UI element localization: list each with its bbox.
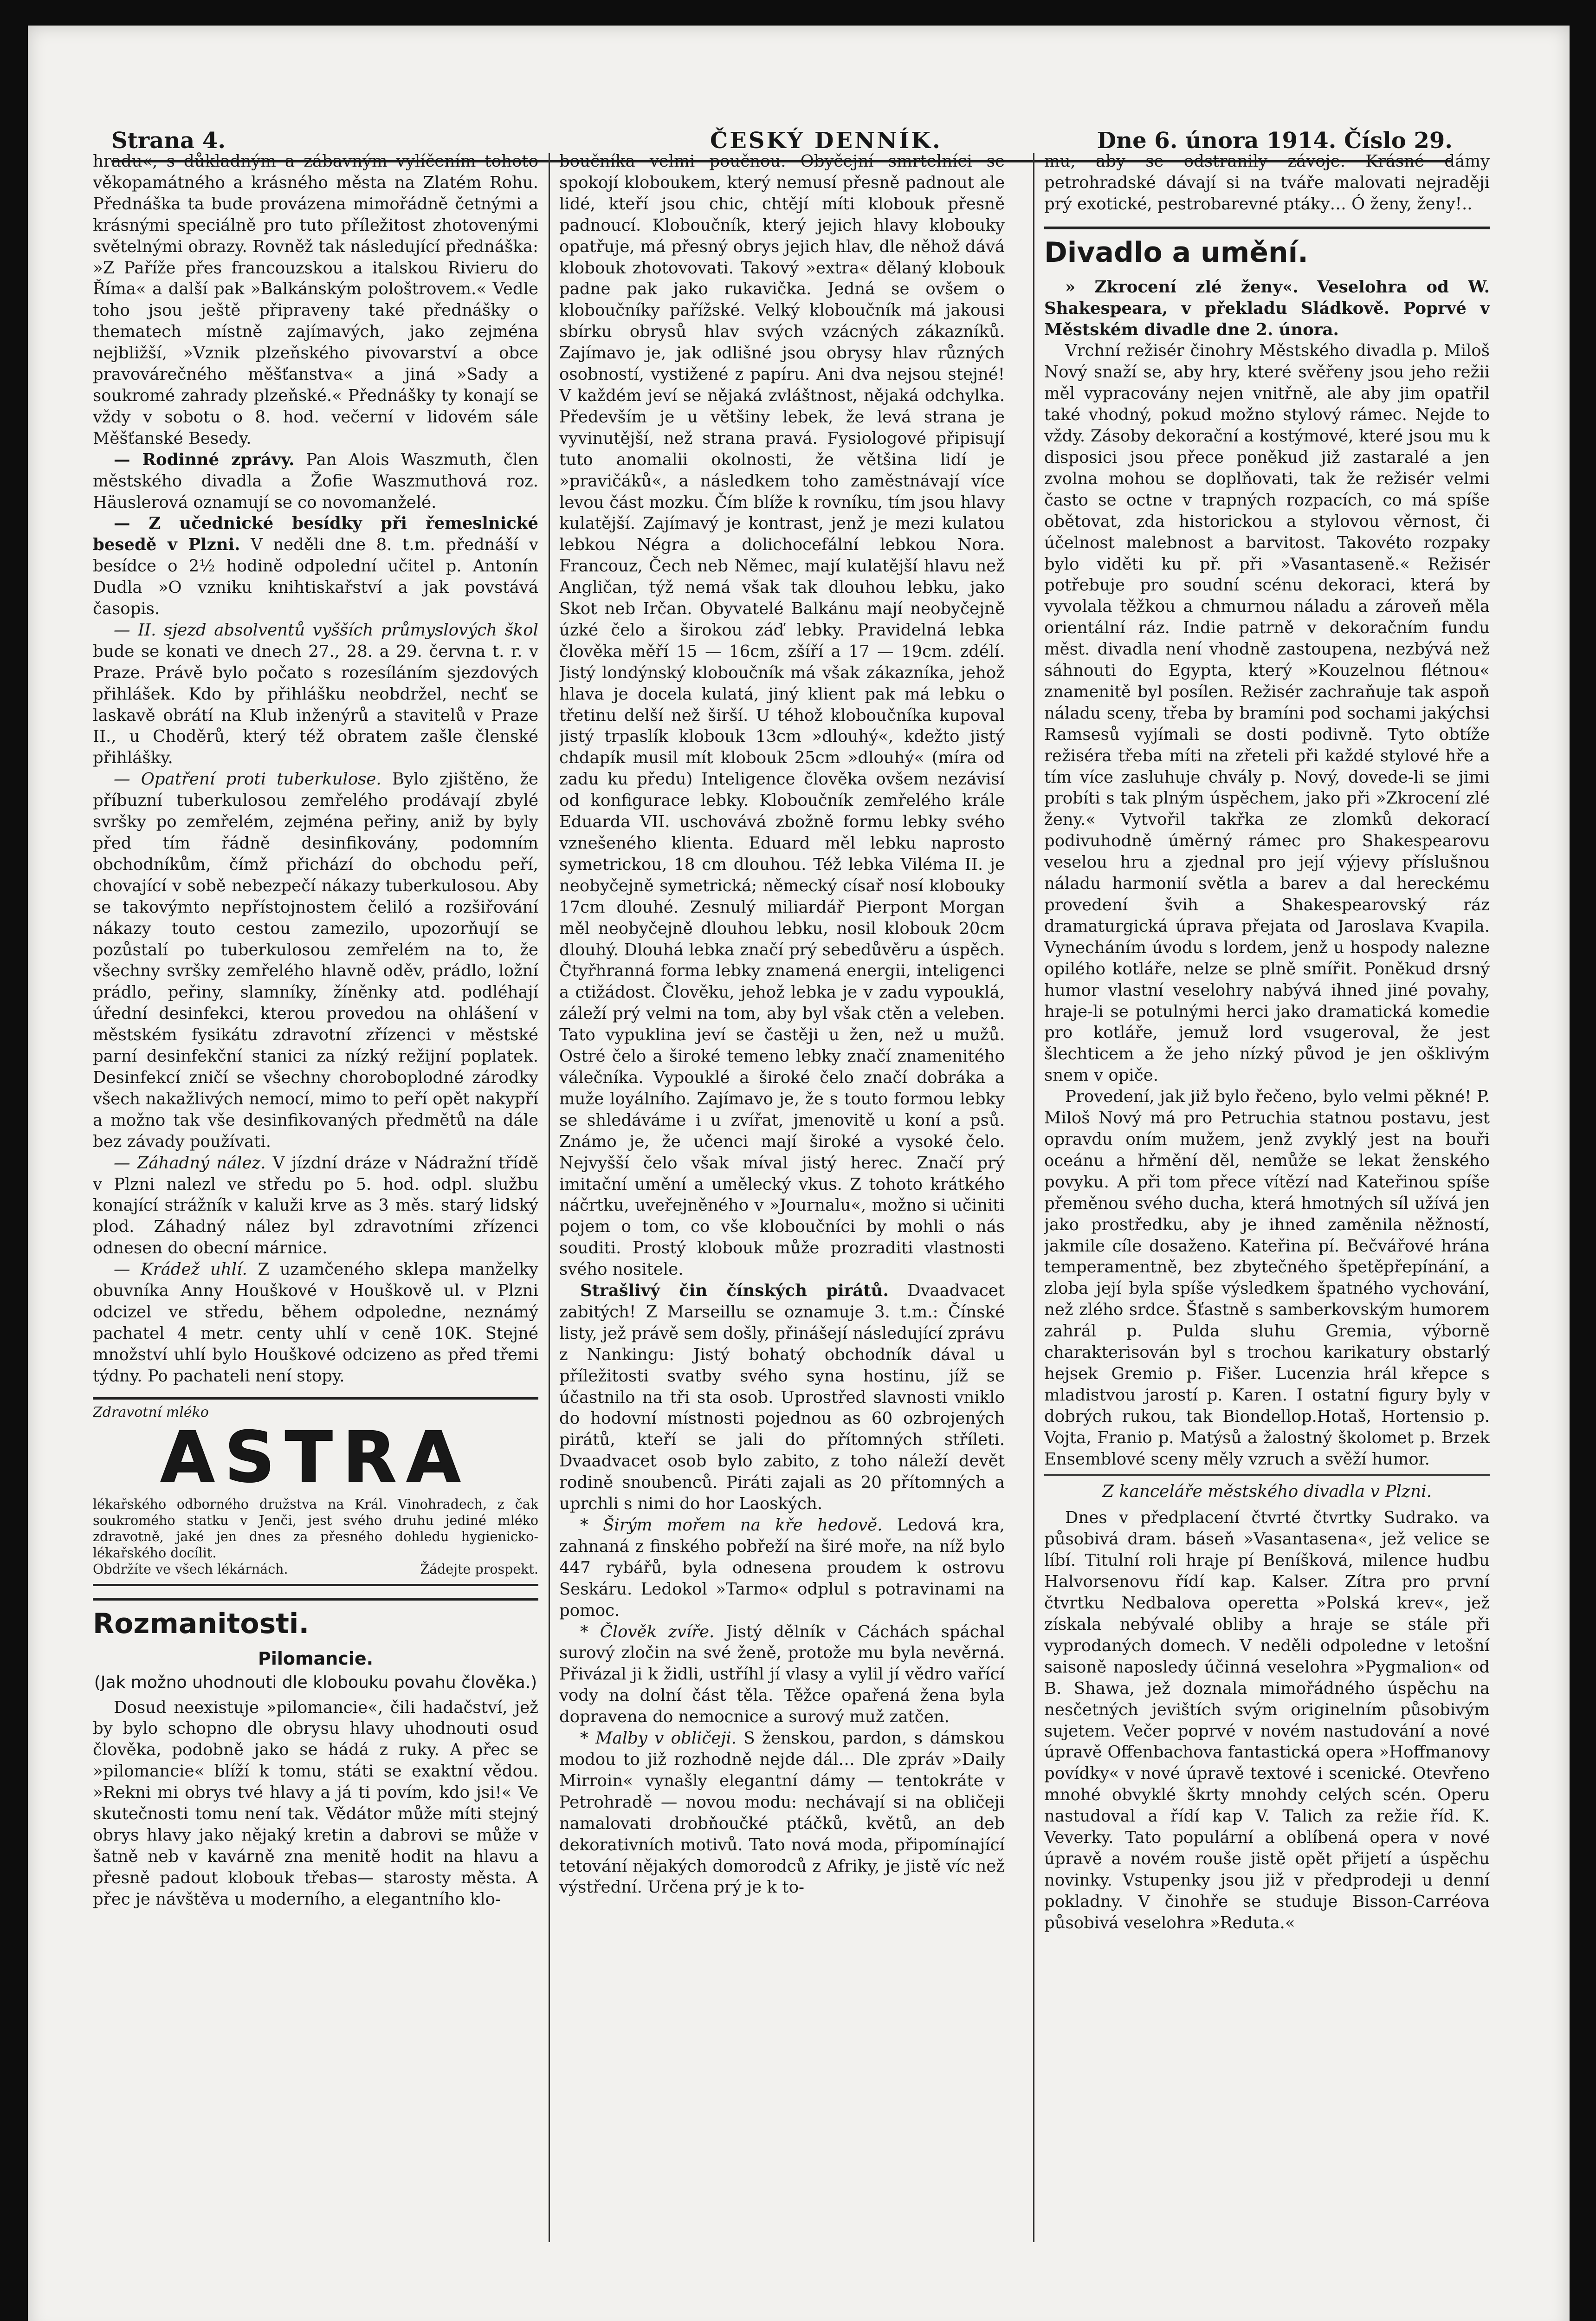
review-title: » Zkrocení zlé ženy«. <box>1065 277 1299 297</box>
masthead-title: ČESKÝ DENNÍK. <box>710 128 942 154</box>
article-title-pilomancie: Pilomancie. <box>258 1648 374 1669</box>
column-rule <box>549 153 550 2242</box>
page-number: Strana 4. <box>111 128 226 154</box>
news-item <box>93 620 538 769</box>
news-item <box>93 1259 538 1387</box>
news-headline: Strašlivý čin čínských pirátů. <box>580 1281 889 1301</box>
news-text: Dvaadvacet zabitých! Z Marseillu se oznamuje 3. t.m.: Čínské listy, jež právě sem došly, přinášejí následující zprávu z Nankingu: Jistý bohatý obchodník dával u příležitosti svatby svého syna hostinu, jíž se účastnilo na tři sta osob. Uprostřed slavnosti vniklo do hodovní místnosti pojednou as 60 ozbrojených pirátů, kteří se jali do přítomných stříleti. Dvaadvacet osob bylo zabito, z toho náleží devět rodině snoubenců. Piráti zajali as 20 přítomných a uprchli s nimi do hor Laoských. <box>559 1281 1005 1514</box>
news-text: Jistý dělník v Cáchách spáchal surový zločin na své ženě, protože mu byla nevěrná. Přivázal ji k židli, ustříhl jí vlasy a vylil jí vědro vařící vody na dolní část těla. Těžce opařená žena byla dopravena do nemocnice a surový muž zatčen. <box>559 1622 1005 1727</box>
news-headline: — Z učednické besídky při řemeslnické besedě v Plzni. <box>93 514 538 555</box>
news-text: bude se konati ve dnech 27., 28. a 29. června t. r. v Praze. Právě bylo počato s rozesíláním sjezdových přihlášek. Kdo by přihlášku neobdržel, nechť se laskavě obrátí na Klub inženýrů a stavitelů v Praze II., u Choděrů, který též obratem zašle členské přihlášky. <box>93 642 538 768</box>
news-headline: * Člověk zvíře. <box>580 1622 715 1641</box>
news-text: Pan Alois Waszmuth, člen městského divadla a Žofie Waszmuthová roz. Häuslerová oznamují se co novomanželé. <box>93 450 538 512</box>
review-meta: Veselohra od W. Shakespeara, v překladu Sládkově. Poprvé v Městském divadle dne 2. února. <box>1044 277 1490 339</box>
news-headline: * Malby v obličeji. <box>580 1729 737 1748</box>
article-text: boučníka velmi poučnou. Obyčejní smrtelníci se spokojí kloboukem, který nemusí přesně padnout ale lidé, kteří jsou chic, chtějí míti klobouk přesně padnoucí. Kloboučník, který jejich hlavy klobouky opatřuje, má přesný obrys jejich hlav, dle něhož dává klobouk zhotovovati. Takový »extra« dělaný klobouk padne pak jako rukavička. Jedná se ovšem o kloboučníky pařížské. Velký kloboučník má jakousi sbírku obrysů hlav svých vzácných zákazníků. Zajímavo je, jak odlišné jsou obrysy hlav různých osobností, vystižené z papíru. Ani dva nejsou stejné! V každém jeví se nějaká zvláštnost, nějaká odchylka. Především je u většiny lebek, že levá strana je vyvinutější, než strana pravá. Fysiologové připisují tuto anomalii okolnosti, že většina lidí je »pravičáků«, a následkem toho zaměstnávají více levou část mozku. Čím blíže k rovníku, tím jsou hlavy kulatější. Zajímavý je kontrast, jenž je mezi kulatou lebkou Négra a dolichocefální lebkou Nora. Francouz, Čech neb Němec, mají kulatější hlavu než Angličan, týž nemá však tak dlouhou lebku, jako Skot neb Irčan. Obyvatelé Balkánu mají neobyčejně úzké čelo a širokou záď lebky. Pravidelná lebka člověka měří 15 — 16cm, zšíří a 17 — 19cm. zdélí. Jistý londýnský kloboučník má však zákazníka, jehož hlava je docela kulatá, jiný klient pak má lebku o třetinu delší než širší. U téhož kloboučníka kupoval jistý trpaslík klobouk 13cm »dlouhý«, kdežto jistý chdapík musil mít klobouk 25cm »dlouhý« (míra od zadu ku předu) Inteligence člověka ovšem nezávisí od konfigurace lebky. Kloboučník zemřelého krále Eduarda VII. uschovává zbožně formu lebky svého vznešeného klienta. Eduard měl lebku naprosto symetrickou, 18 cm dlouhou. Též lebka Viléma II. je neobyčejně symetrická; německý císař nosí klobouky 17cm dlouhé. Zesnulý miliardář Pierpont Morgan měl neobyčejně dlouhou lebku, nosil klobouk 20cm dlouhý. Dlouhá lebka značí prý sebedůvěru a úspěch. Čtyřhranná forma lebky znamená energii, inteligenci a ctižádost. Člověku, jehož lebka je v zadu vypouklá, záleží prý velmi na tom, aby byl však ctěn a veleben. Tato vypuklina jeví se častěji u žen, než u mužů. Ostré čelo a široké temeno lebky značí znamenitého válečníka. Vypouklé a široké čelo značí dobráka a muže loyálního. Zajímavo je, že s touto formou lebky se shledáváme i u zvířat, jmenovitě u koní a psů. Známo je, že učenci mají široké a vysoké čelo. Nejvyšší čelo však míval jistý herec. Značí prý imitační umění a umělecký vkus. Z tohoto krátkého náčrtku, uveřejněného v »Journalu«, možno si učiniti pojem o tom, co vše kloboučníci by mohli o nás souditi. Prostý klobouk může prozraditi vlastnosti svého nositele. <box>559 152 1005 1279</box>
news-headline: — Záhadný nález. <box>114 1153 266 1173</box>
news-text: Bylo zjištěno, že příbuzní tuberkulosou zemřelého prodávají zbylé svršky po zemřelém, zejména peřiny, aniž by byly před tím řádně desinfikovány, podomním obchodníkům, čímž přichází do obchodu peří, chovající v sobě nebezpečí nákazy tuberkulosou. Aby se takovýmto nepřístojnostem čeliló a rozšiřování nákazy touto cestou zamezilo, upozorňují se pozůstalí po tuberkulosou zemřelém na to, že všechny svršky zemřelého hlavně oděv, prádlo, ložní prádlo, peřiny, slamníky, žíněnky atd. podléhají úřední desinfekci, kterou provedou na ohlášení v městském fysikátu zdravotní zřízenci v městské parní desinfekční stanici za nízký režijní poplatek. Desinfekcí zničí se všechny choroboplodné zárodky všech nakažlivých nemocí, mimo to peří opět nakypří a možno tak vše desinfikovaných předmětů na dále bez závady používati. <box>93 770 538 1151</box>
news-headline: * Širým mořem na kře hedově. <box>580 1516 883 1535</box>
news-item <box>559 1515 1005 1621</box>
column-2 <box>559 151 1005 2286</box>
column-rule <box>1033 153 1034 2242</box>
article-text: hradu«, s důkladným a zábavným vylíčením tohoto věkopamátného a krásného města na Zlatém Rohu. Přednáška ta bude provázena mimořádně četnými a krásnými speciálně pro tuto příležitost zhotovenými světelnými obrazy. Rovněž tak následující přednáška: »Z Paříže přes francouzskou a italskou Rivieru do Říma« a další pak »Balkánským pološtrovem.« Vedle toho jsou ještě připraveny také přednášky o thematech místně zajímavých, jako zejména nejbližší, »Vznik plzeňského pivovarství a obce pravovárečného měšťanstva« a jiná »Sady a soukromé zahrady plzeňské.« Přednášky ty konají se vždy v sobotu o 8. hod. večerní v lidovém sále Měšťanské Besedy. <box>93 152 538 448</box>
news-text: S ženskou, pardon, s dámskou modou to již rozhodně nejde dál… Dle zpráv »Daily Mirroin« vynašly elegantní dámy — tentokráte v Petrohradě — novou modu: nechávají si na obličeji namalovati drobňoučké ptáčků, květů, an deb dekorativních motivů. Tato nová moda, připomínající tetování nějakých domorodců z Afriky, je jistě víc než výstřední. Určena prý je k to- <box>559 1729 1005 1897</box>
news-headline: — Opatření proti tuberkulose. <box>114 770 381 789</box>
news-text: V neděli dne 8. t.m. přednáší v besídce o 2½ hodině odpolední učitel p. Antonín Dudla »O vzniku knihtiskařství a jak povstává časopis. <box>93 535 538 619</box>
advertisement-astra <box>93 1397 538 1586</box>
article-subtitle: (Jak možno uhodnouti dle klobouku povahu člověka.) <box>94 1673 537 1692</box>
ad-brand-logo: ASTRA <box>160 1417 471 1498</box>
news-headline: — II. sjezd absolventů vyšších průmyslových škol <box>114 620 538 640</box>
news-headline: — Krádež uhlí. <box>114 1260 247 1279</box>
news-item <box>559 1621 1005 1728</box>
news-item <box>93 769 538 1152</box>
article-text: Dosud neexistuje »pilomancie«, čili hadačství, jež by bylo schopno dle obrysu hlavy uhodnouti osud člověka, podobně jako se hádá z ruky. A přec se »pilomancie« blíží k tomu, státi se exaktní vědou. »Rekni mi obrys tvé hlavy a já ti povím, kdo jsi!« Ve skutečnosti tomu není tak. Vědátor může míti stejný obrys hlavy jako nějaký kretin a dabrovi se může v šatně neb v kavárně zna menitě hodit na hlavu a přesně padout klobouk třebas— starosty města. A přec je návštěva u moderního, a elegantního klo- <box>93 1698 538 1909</box>
ad-footer <box>93 1561 538 1577</box>
issue-date: Dne 6. února 1914. Číslo 29. <box>1097 128 1453 154</box>
news-headline: — Rodinné zprávy. <box>114 450 295 469</box>
article-text: Vrchní režisér činohry Městského divadla p. Miloš Nový snaží se, aby hry, které svěřeny jsou jeho režii měl vypracovány nejen vnitřně, ale aby jim opatřil také vhodný, pokud možno stylový rámec. Nejde to vždy. Zásoby dekorační a kostýmové, které jsou mu k disposici jsou přece poněkud již zastaralé a jen zvolna mohou se doplňovati, tak že režisér velmi často se octne v trapných rozpacích, co má spíše obětovat, zda historickou a stylovou věrnost, či účelnost malebnost a barvitost. Takovéto rozpaky bylo viděti ku př. při »Vasantaseně.« Režisér potřebuje pro soudní scénu dekoraci, která by vyvolala těžkou a chmurnou náladu a zároveň měla orientální ráz. Indie patrně v dekoračním fundu měst. divadla není vhodně zastoupena, nezbývá než sáhnouti do Egypta, který »Kouzelnou flétnou« znamenitě byl posílen. Režisér zachraňuje tak aspoň náladu sceny, třeba by bramíni pod sochami jakýchsi Ramsesů vyjímali se dosti podivně. Tyto obtíže režiséra třeba míti na zřeteli při každé stylové hře a tím více zasluhuje chvály p. Nový, dovede-li se jimi probíti s tak plným úspěchem, jako při »Zkrocení zlé ženy.« Vytvořil takřka ze zlomků dekorací podivuhodně úměrný rámec pro Shakespearovu veselou hru a zjednal pro její výjevy příslušnou náladu harmonií světla a barev a dal hereckému provedení švih a Shakespearovský ráz dramaturgická úprava přejata od Jaroslava Kvapila. Vynecháním úvodu s lordem, jenž u hospody nalezne opilého kotláře, nelze se plně smířit. Poněkud drsný humor vlastní veselohry nabývá ihned jiné povahy, hraje-li se potulnými herci jako dramatická komedie pro kotláře, jemuž lord vsugeroval, že jest šlechticem a že jeho nízký původ je jen ošklivým snem v opiče. <box>1044 341 1490 1085</box>
review-intro <box>1044 277 1490 341</box>
article-text: Dnes v předplacení čtvrté čtvrtky Sudrako. va působivá dram. báseň »Vasantasena«, jež velice se líbí. Titulní roli hraje pí Beníšková, milence hudbu Halvorsenovu řídí kap. Kalser. Zítra pro první čtvrtku Nedbalova operetta »Polská krev«, jež získala nebývalé obliby a hraje se stále při vyprodaných domech. V neděli odpoledne v letošní saisoně naposledy účinná veselohra »Pygmalion« od B. Shawa, jež doznala mimořádného úspěchu na nesčetných jevištích svým originelním působivým sujetem. Večer poprvé v novém nastudování a nové úpravě Offenbachova fantastická opera »Hoffmanovy povídky« v nové úpravě textové i scenické. Otevřeno mnohé obvyklé škrty mnohdy celých scén. Operu nastudoval a řídí kap V. Talich za režie říd. K. Veverky. Tato populární a oblíbená opera v nové úpravě a novém rouše jistě opět přijetí a úspěchu novinky. Vstupenky jsou již v předprodeji u denní pokladny. V činohře se studuje Bisson-Carréova působivá veselohra »Reduta.« <box>1044 1508 1490 1932</box>
section-heading-rozmanitosti: Rozmanitosti. <box>93 1598 538 1640</box>
ad-footer-right: Žádejte prospekt. <box>420 1561 538 1577</box>
article-title-kancelar: Z kanceláře městského divadla v Plzni. <box>1044 1474 1490 1503</box>
ad-tagline: Zdravotní mléko <box>93 1404 209 1420</box>
news-text: Z uzamčeného sklepa manželky obuvníka Anny Houškové v Houškově ul. v Plzni odcizel ve středu, během odpoledne, neznámý pachatel 4 metr. centy uhlí v ceně 10K. Stejné množství uhlí bylo Houškové odcizeno as před třemi týdny. Po pachateli není stopy. <box>93 1260 538 1386</box>
ad-footer-left: Obdržíte ve všech lékárnách. <box>93 1561 288 1577</box>
news-item <box>559 1728 1005 1898</box>
news-item <box>93 1153 538 1259</box>
news-text: Ledová kra, zahnaná z finského pobřeží na širé moře, na níž bylo 447 rybářů, byla odnesena proudem k ostrovu Seskáru. Ledokol »Tarmo« odplul s potravinami na pomoc. <box>559 1516 1005 1620</box>
news-item <box>559 1280 1005 1515</box>
column-1 <box>93 151 538 2286</box>
ad-body: lékařského odborného družstva na Král. Vinohradech, z čak soukromého statku v Jenči, jest svého druhu jediné mléko zdravotně, jaké jen dnes za přesného dohledu hygienicko-lékařského docílit. <box>93 1496 538 1561</box>
news-text: V jízdní dráze v Nádražní třídě v Plzni nalezl ve středu po 5. hod. odpl. službu konající strážník v kaluži krve as 3 měs. starý lidský plod. Záhadný nález byl zdravotními zřízenci odnesen do obecní márnice. <box>93 1153 538 1258</box>
section-heading-divadlo: Divadlo a umění. <box>1044 227 1490 269</box>
news-item <box>93 513 538 620</box>
article-text: mu, aby se odstranily závoje. Krásné dámy petrohradské dávají si na tváře malovati nejraději prý exotické, pestrobarevné ptáky… Ó ženy, ženy!.. <box>1044 152 1490 214</box>
column-3 <box>1044 151 1490 2286</box>
article-text: Provedení, jak již bylo řečeno, bylo velmi pěkné! P. Miloš Nový má pro Petruchia statnou postavu, jest opravdu oním mužem, jenž zvyklý jest na bouři oceánu a hřmění děl, nemůže se lekat ženského povyku. A při tom přece vítězí nad Kateřinou spíše přeměnou svého ducha, která hmotných síl užívá jen jako prostředku, aby je ihned zaměnila něžností, jakmile cíle dosaženo. Kateřina pí. Bečvářové hrána temperamentně, bez zbytečného špetěpřepínání, a zloba její byla spíše výsledkem špatného vychování, než zlého srdce. Šťastně s samberkovským humorem zahrál p. Pulda sluhu Gremia, výborně charakterisován byl s trochou karikatury obstarlý hejsek Gremio p. Fišer. Lucenzia hrál křepce s mladistvou jarostí p. Karen. I ostatní figury byly v dobrých rukou, tak Biondellop.Hotaš, Hortensio p. Vojta, Franio p. Matýsů a žalostný školomet p. Brzek Ensemblové sceny měly vzruch a svěží humor. <box>1044 1087 1490 1469</box>
news-item <box>93 449 538 513</box>
